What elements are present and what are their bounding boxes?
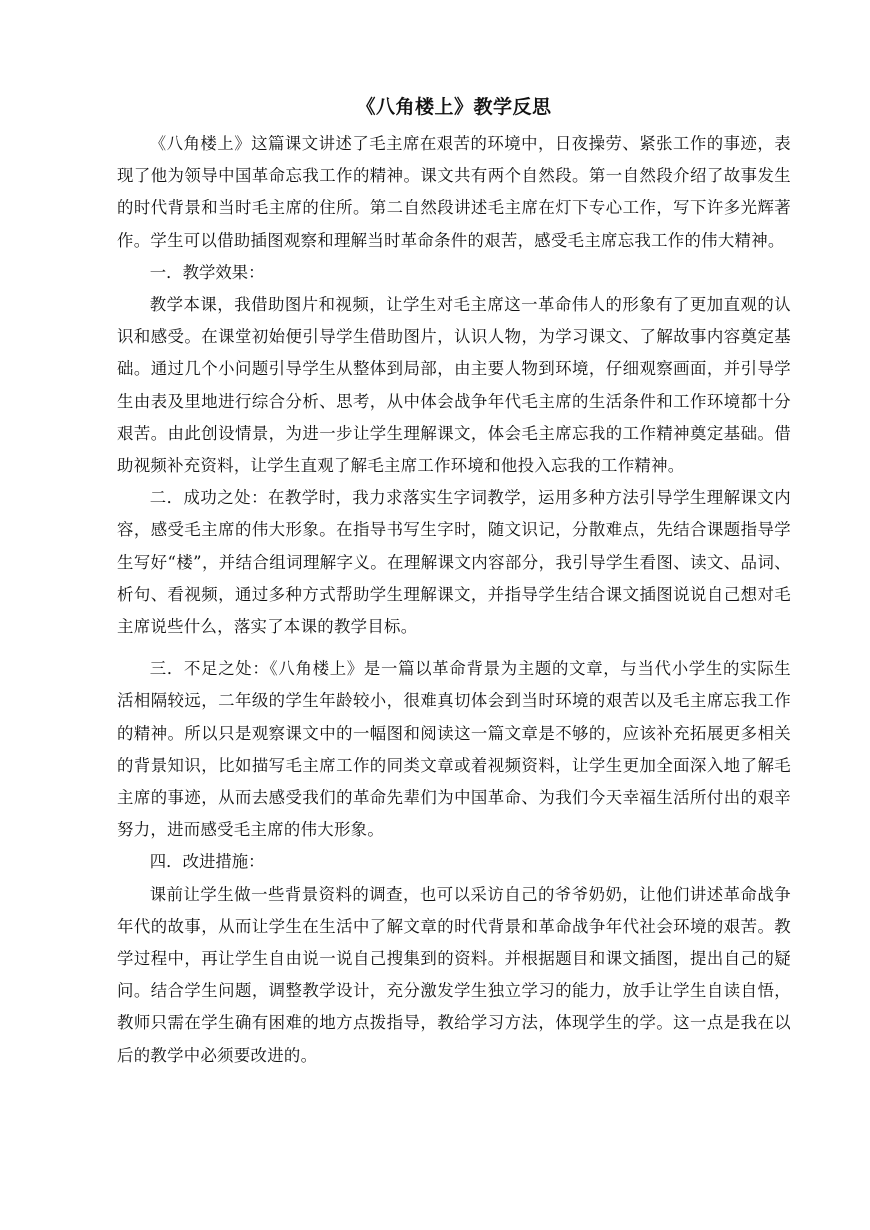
section-heading-improvements: 四．改进措施： xyxy=(149,852,265,872)
section-shortcomings-paragraph: 三．不足之处：《八角楼上》是一篇以革命背景为主题的文章，与当代小学生的实际生活相隔较远，二年级的学生年龄较小，很难真切体会到当时环境的艰苦以及毛主席忘我工作的精神。所以只是观察课文中的一幅图和阅读这一篇文章是不够的，应该补充拓展更多相关的背景知识，比如描写毛主席工作的同类文章或着视频资料，让学生更加全面深入地了解毛主席的事迹，从而去感受我们的革命先辈们为中国革命、为我们今天幸福生活所付出的艰辛努力，进而感受毛主席的伟大形象。 xyxy=(117,659,791,840)
section-successes-paragraph: 二．成功之处：在教学时，我力求落实生字词教学，运用多种方法引导学生理解课文内容，感受毛主席的伟大形象。在指导书写生字时，随文识记，分散难点，先结合课题指导学生写好“楼”，并结合组词理解字义。在理解课文内容部分，我引导学生看图、读文、品词、析句、看视频，通过多种方式帮助学生理解课文，并指导学生结合课文插图说说自己想对毛主席说些什么，落实了本课的教学目标。 xyxy=(117,488,791,637)
section-heading-effects: 一．教学效果： xyxy=(149,262,265,282)
intro-paragraph: 《八角楼上》这篇课文讲述了毛主席在艰苦的环境中，日夜操劳、紧张工作的事迹，表现了他为领导中国革命忘我工作的精神。课文共有两个自然段。第一自然段介绍了故事发生的时代背景和当时毛主席的住所。第二自然段讲述毛主席在灯下专心工作，写下许多光辉著作。学生可以借助插图观察和理解当时革命条件的艰苦，感受毛主席忘我工作的伟大精神。 xyxy=(117,134,791,250)
section-improvements-paragraph: 课前让学生做一些背景资料的调查，也可以采访自己的爷爷奶奶，让他们讲述革命战争年代的故事，从而让学生在生活中了解文章的时代背景和革命战争年代社会环境的艰苦。教学过程中，再让学生自由说一说自己搜集到的资料。并根据题目和课文插图，提出自己的疑问。结合学生问题，调整教学设计，充分激发学生独立学习的能力，放手让学生自读自悟，教师只需在学生确有困难的地方点拨指导，教给学习方法，体现学生的学。这一点是我在以后的教学中必须要改进的。 xyxy=(117,884,791,1065)
document-page xyxy=(117,94,791,1072)
document-title: 《八角楼上》教学反思 xyxy=(356,96,552,118)
section-effects-paragraph: 教学本课，我借助图片和视频，让学生对毛主席这一革命伟人的形象有了更加直观的认识和感受。在课堂初始便引导学生借助图片，认识人物，为学习课文、了解故事内容奠定基础。通过几个小问题引导学生从整体到局部，由主要人物到环境，仔细观察画面，并引导学生由表及里地进行综合分析、思考，从中体会战争年代毛主席的生活条件和工作环境都十分艰苦。由此创设情景，为进一步让学生理解课文，体会毛主席忘我的工作精神奠定基础。借助视频补充资料，让学生直观了解毛主席工作环境和他投入忘我的工作精神。 xyxy=(117,295,791,476)
